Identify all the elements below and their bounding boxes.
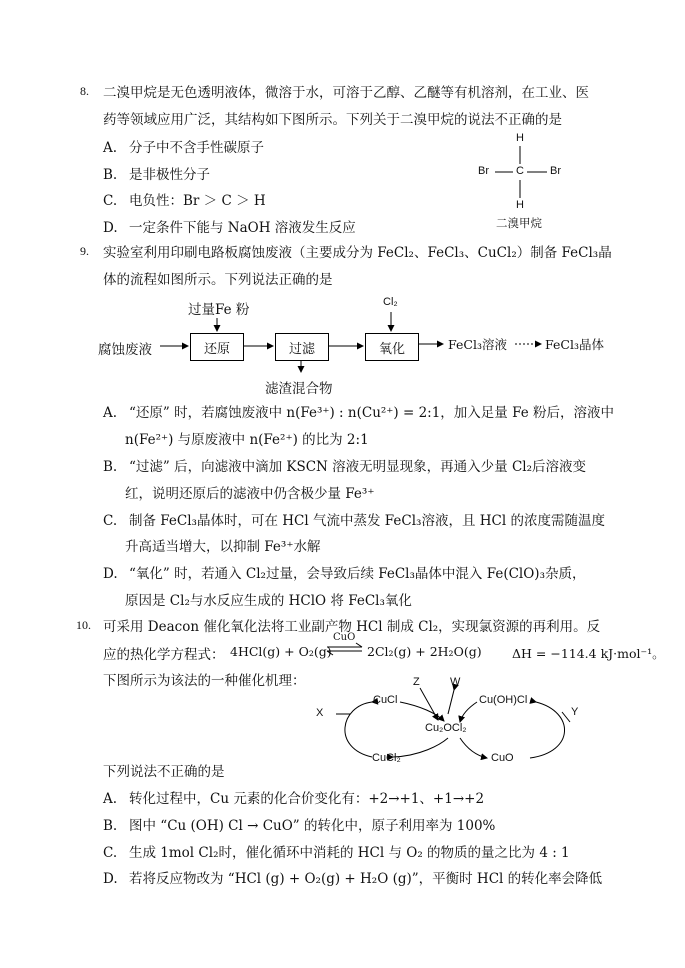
flow-box-label: 过滤	[288, 341, 315, 357]
option-a	[103, 787, 484, 807]
question-stem: 实验室利用印刷电路板腐蚀废液（主要成分为 FeCl₂、FeCl₃、CuCl₂）制备 FeCl₃晶	[103, 245, 612, 261]
option-d	[103, 867, 602, 887]
option-letter: D.	[103, 566, 118, 582]
option-letter: C.	[103, 193, 118, 209]
question-prompt: 下列说法不正确的是	[103, 764, 225, 780]
option-text: 分子中不含手性碳原子	[129, 140, 264, 156]
species-cucl: CuCl	[373, 694, 398, 706]
species-cucl2: CuCl₂	[372, 752, 401, 764]
option-b	[103, 814, 495, 834]
option-b-continued: 红，说明还原后的滤液中仍含极少量 Fe³⁺	[125, 486, 375, 502]
option-letter: C.	[103, 845, 118, 861]
option-d-continued: 原因是 Cl₂与水反应生成的 HClO 将 FeCl₃氧化	[125, 593, 412, 609]
atom-h-bottom: H	[516, 199, 524, 211]
flow-product-solution: FeCl₃溶液	[448, 337, 507, 352]
option-letter: D.	[103, 220, 118, 236]
option-letter: B.	[103, 459, 118, 475]
label-x: X	[316, 707, 324, 719]
option-a-continued: n(Fe²⁺) 与原废液中 n(Fe²⁺) 的比为 2:1	[125, 432, 369, 448]
equation-prefix: 应的热化学方程式：	[103, 647, 225, 663]
equation-enthalpy: ΔH = −114.4 kJ·mol⁻¹。	[512, 646, 665, 661]
option-text: 是非极性分子	[129, 167, 210, 183]
label-z: Z	[413, 676, 420, 688]
equation-reactants: 4HCl(g) + O₂(g)	[230, 644, 332, 659]
flow-reagent-fe: 过量Fe 粉	[188, 302, 250, 318]
atom-br-right: Br	[550, 165, 561, 177]
flow-box-label: 氧化	[378, 341, 405, 357]
question-number: 10.	[76, 618, 91, 632]
flow-reagent-cl2: Cl₂	[383, 296, 398, 308]
flow-box-label: 还原	[203, 341, 230, 357]
label-w: W	[450, 676, 461, 688]
question-stem: 二溴甲烷是无色透明液体，微溶于水，可溶于乙醇、乙醚等有机溶剂，在工业、医	[103, 85, 589, 101]
species-cuo: CuO	[491, 752, 514, 764]
atom-h-top: H	[516, 132, 524, 144]
option-text: “氧化” 时，若通入 Cl₂过量，会导致后续 FeCl₃晶体中混入 Fe(ClO)₃杂质，	[129, 566, 586, 582]
flow-product-crystal: FeCl₃晶体	[545, 337, 604, 352]
option-text: “还原” 时，若腐蚀废液中 n(Fe³⁺) : n(Cu²⁺) = 2:1，加入足量 Fe 粉后，溶液中	[129, 405, 615, 421]
question-stem: 下图所示为该法的一种催化机理：	[103, 673, 306, 689]
option-letter: A.	[103, 140, 118, 156]
question-number: 9.	[80, 244, 89, 258]
option-text: 若将反应物改为 “HCl (g) + O₂(g) + H₂O (g)”，平衡时 HCl 的转化率会降低	[129, 871, 603, 887]
equation-catalyst: CuO	[333, 632, 356, 643]
question-stem: 可采用 Deacon 催化氧化法将工业副产物 HCl 制成 Cl₂，实现氯资源的再利用。反	[103, 619, 601, 635]
option-text: “过滤” 后，向滤液中滴加 KSCN 溶液无明显现象，再通入少量 Cl₂后溶液变	[129, 459, 587, 475]
species-cu2ocl2: Cu₂OCl₂	[425, 722, 467, 734]
option-c-continued: 升高适当增大，以抑制 Fe³⁺水解	[125, 539, 321, 555]
species-cuohcl: Cu(OH)Cl	[479, 694, 528, 706]
option-letter: A.	[103, 405, 118, 421]
option-text: 转化过程中，Cu 元素的化合价变化有：+2→+1、+1→+2	[129, 791, 485, 807]
option-letter: C.	[103, 513, 118, 529]
structure-caption: 二溴甲烷	[496, 216, 542, 230]
option-letter: A.	[103, 791, 118, 807]
option-text: 一定条件下能与 NaOH 溶液发生反应	[129, 220, 356, 236]
question-stem: 药等领域应用广泛，其结构如下图所示。下列关于二溴甲烷的说法不正确的是	[103, 112, 562, 128]
equation-products: 2Cl₂(g) + 2H₂O(g)	[367, 644, 482, 659]
atom-c-center: C	[516, 165, 524, 177]
option-letter: B.	[103, 818, 118, 834]
flow-residue: 滤渣混合物	[265, 381, 333, 397]
question-stem: 体的流程如图所示。下列说法正确的是	[103, 272, 333, 288]
option-letter: B.	[103, 167, 118, 183]
option-c	[103, 841, 570, 861]
question-number: 8.	[80, 84, 89, 98]
flow-start: 腐蚀废液	[98, 342, 152, 358]
option-text: 生成 1mol Cl₂时，催化循环中消耗的 HCl 与 O₂ 的物质的量之比为 4 : 1	[129, 845, 570, 861]
option-letter: D.	[103, 871, 118, 887]
option-text: 电负性：Br ＞ C ＞ H	[129, 193, 266, 209]
option-text: 图中 “Cu (OH) Cl → CuO” 的转化中，原子利用率为 100%	[129, 818, 496, 834]
label-y: Y	[571, 706, 579, 718]
option-text: 制备 FeCl₃晶体时，可在 HCl 气流中蒸发 FeCl₃溶液，且 HCl 的浓度需随温度	[129, 513, 605, 529]
atom-br-left: Br	[478, 165, 489, 177]
